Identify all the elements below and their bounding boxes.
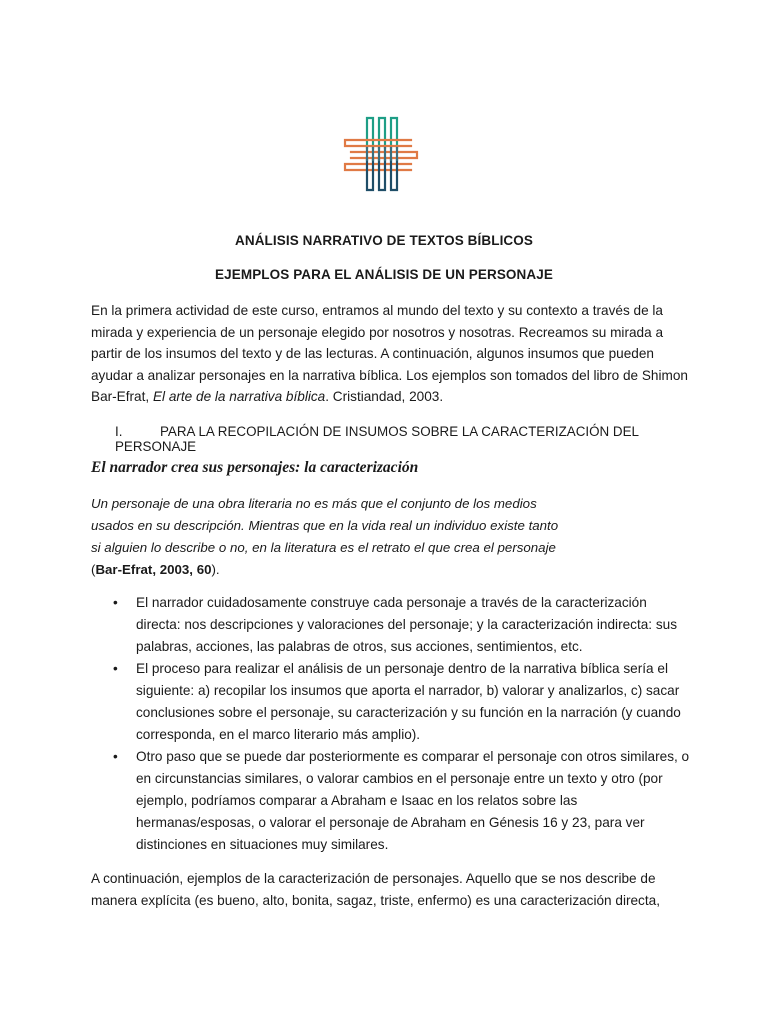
citation: Bar-Efrat, 2003, 60: [95, 562, 212, 577]
woven-knot-logo: [341, 114, 421, 194]
section-title: PARA LA RECOPILACIÓN DE INSUMOS SOBRE LA CARACTERIZACIÓN DEL PERSONAJE: [115, 424, 639, 454]
characterization-subheading: El narrador crea sus personajes: la caracterización: [91, 459, 419, 476]
book-title: El arte de la narrativa bíblica: [152, 389, 326, 404]
bullet-marker: •: [113, 749, 118, 764]
intro-text-end: . Cristiandad, 2003.: [325, 389, 444, 404]
bullet-marker: •: [113, 661, 118, 676]
logo-teal-strands: [367, 118, 397, 148]
bullet-marker: •: [113, 595, 118, 610]
list-item: [91, 746, 691, 856]
quote-text: Un personaje de una obra literaria no es más que el conjunto de los medios usados en su descripción. Mientras que en la vida real un individuo existe tanto si alguien lo describe o no, en la literatura es el retrato el que crea el personaje: [91, 496, 559, 555]
list-item-text: El proceso para realizar el análisis de un personaje dentro de la narrativa bíblica sería el siguiente: a) recopilar los insumos que aporta el narrador, b) valorar y analizarlos, c) sacar conclusiones sobre el personaje, su caracterización y su función en la narración (y cuando corresponda, en el marco literario más amplio).: [136, 661, 681, 742]
section-heading: [115, 424, 715, 454]
logo-orange-strands: [345, 140, 417, 170]
block-quote: [91, 493, 571, 581]
list-item-text: El narrador cuidadosamente construye cada personaje a través de la caracterización directa: nos descripciones y valoraciones del personaje; y la caracterización indirecta: sus palabras, acciones, las palabras de otros, sus acciones, sentimientos, etc.: [136, 595, 678, 654]
citation-open: (: [91, 562, 96, 577]
citation-close: ).: [211, 562, 220, 577]
section-number: I.: [115, 424, 123, 439]
closing-paragraph: A continuación, ejemplos de la caracterización de personajes. Aquello que se nos describe de manera explícita (es bueno, alto, bonita, sagaz, triste, enfermo) es una caracterización directa,: [91, 871, 660, 908]
intro-text: En la primera actividad de este curso, entramos al mundo del texto y su contexto a través de la mirada y experiencia de un personaje elegido por nosotros y nosotras. Recreamos su mirada a partir de los insumos del texto y de las lecturas. A continuación, algunos insumos que pueden ayudar a analizar personajes en la narrativa bíblica. Los ejemplos son tomados del libro de Shimon Bar-Efrat,: [91, 303, 688, 404]
document-subtitle: EJEMPLOS PARA EL ANÁLISIS DE UN PERSONAJE: [215, 267, 553, 282]
list-item-text: Otro paso que se puede dar posteriormente es comparar el personaje con otros similares, o en circunstancias similares, o valorar cambios en el personaje entre un texto y otro (por ejemplo, podríamos comparar a Abraham e Isaac en los relatos sobre las hermanas/esposas, o valorar el personaje de Abraham en Génesis 16 y 23, para ver distinciones en situaciones muy similares.: [136, 749, 690, 852]
intro-paragraph: [91, 300, 691, 408]
list-item: [91, 592, 691, 658]
document-title: ANÁLISIS NARRATIVO DE TEXTOS BÍBLICOS: [235, 233, 533, 248]
bullet-list: [91, 592, 691, 856]
list-item: [91, 658, 691, 746]
